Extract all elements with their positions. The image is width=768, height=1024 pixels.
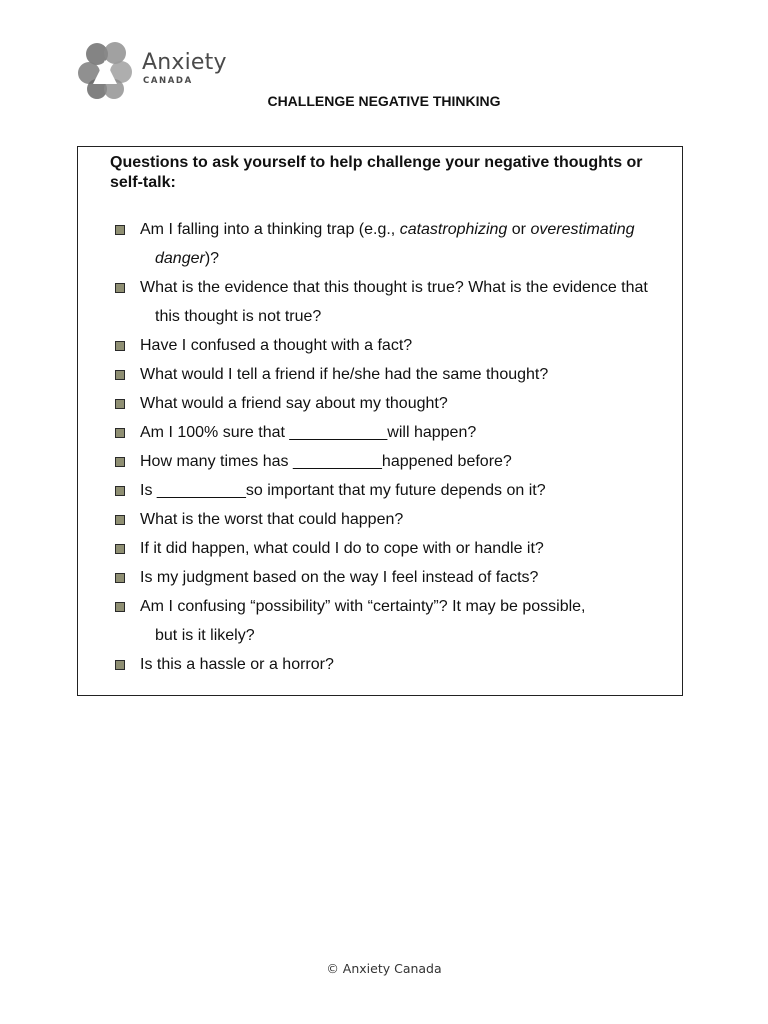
question-item: [78, 360, 682, 389]
question-text: [140, 505, 670, 534]
question-item: [78, 505, 682, 534]
question-text: [140, 331, 670, 360]
question-text: [140, 592, 670, 621]
logo-brand-name: Anxiety: [142, 50, 227, 75]
square-bullet-icon: [115, 341, 125, 351]
question-emphasis: overestimating: [530, 221, 635, 238]
question-text: [140, 389, 670, 418]
question-fragment: What would I tell a friend if he/she had the same thought?: [140, 366, 549, 383]
question-fragment: What is the worst that could happen?: [140, 511, 404, 528]
questions-heading: Questions to ask yourself to help challenge your negative thoughts or self-talk:: [110, 154, 643, 191]
question-text: [140, 273, 670, 302]
page-title: CHALLENGE NEGATIVE THINKING: [267, 93, 501, 109]
square-bullet-icon: [115, 515, 125, 525]
question-text: [140, 476, 670, 505]
question-fragment: Is this a hassle or a horror?: [140, 656, 334, 673]
question-text-continuation: [140, 621, 670, 650]
question-emphasis: danger: [155, 250, 205, 267]
question-text: [140, 563, 670, 592]
question-item: [78, 273, 682, 331]
logo-brand-subtitle: CANADA: [143, 76, 193, 86]
question-fragment: but is it likely?: [155, 627, 255, 644]
question-fragment: If it did happen, what could I do to cope with or handle it?: [140, 540, 544, 557]
question-item: [78, 476, 682, 505]
question-item: [78, 592, 682, 650]
question-fragment: Have I confused a thought with a fact?: [140, 337, 413, 354]
question-fragment: Is my judgment based on the way I feel instead of facts?: [140, 569, 539, 586]
question-fragment: Am I confusing “possibility” with “certainty”? It may be possible,: [140, 598, 586, 615]
question-fragment: Is __________so important that my future depends on it?: [140, 482, 546, 499]
square-bullet-icon: [115, 283, 125, 293]
question-fragment: Am I 100% sure that ___________will happen?: [140, 424, 477, 441]
question-item: [78, 331, 682, 360]
question-text: [140, 418, 670, 447]
question-text: [140, 215, 670, 244]
question-fragment: )?: [204, 250, 220, 267]
question-item: [78, 389, 682, 418]
question-emphasis: catastrophizing: [399, 221, 508, 238]
footer-copyright: © Anxiety Canada: [326, 961, 442, 976]
question-fragment: Am I falling into a thinking trap (e.g.,: [140, 221, 400, 238]
square-bullet-icon: [115, 370, 125, 380]
questions-box: [77, 146, 683, 696]
question-text: [140, 447, 670, 476]
question-fragment: How many times has __________happened before?: [140, 453, 512, 470]
question-text-continuation: [140, 244, 670, 273]
square-bullet-icon: [115, 457, 125, 467]
square-bullet-icon: [115, 660, 125, 670]
question-item: [78, 447, 682, 476]
question-fragment: What would a friend say about my thought?: [140, 395, 448, 412]
questions-list: [78, 215, 682, 679]
question-text: [140, 360, 670, 389]
square-bullet-icon: [115, 544, 125, 554]
square-bullet-icon: [115, 602, 125, 612]
question-text-continuation: [140, 302, 670, 331]
question-item: [78, 650, 682, 679]
question-item: [78, 534, 682, 563]
square-bullet-icon: [115, 399, 125, 409]
question-item: [78, 215, 682, 273]
question-fragment: or: [507, 221, 531, 238]
question-item: [78, 563, 682, 592]
square-bullet-icon: [115, 428, 125, 438]
square-bullet-icon: [115, 225, 125, 235]
question-text: [140, 534, 670, 563]
question-fragment: this thought is not true?: [155, 308, 322, 325]
question-fragment: What is the evidence that this thought is true? What is the evidence that: [140, 279, 648, 296]
question-text: [140, 650, 670, 679]
square-bullet-icon: [115, 486, 125, 496]
question-item: [78, 418, 682, 447]
square-bullet-icon: [115, 573, 125, 583]
